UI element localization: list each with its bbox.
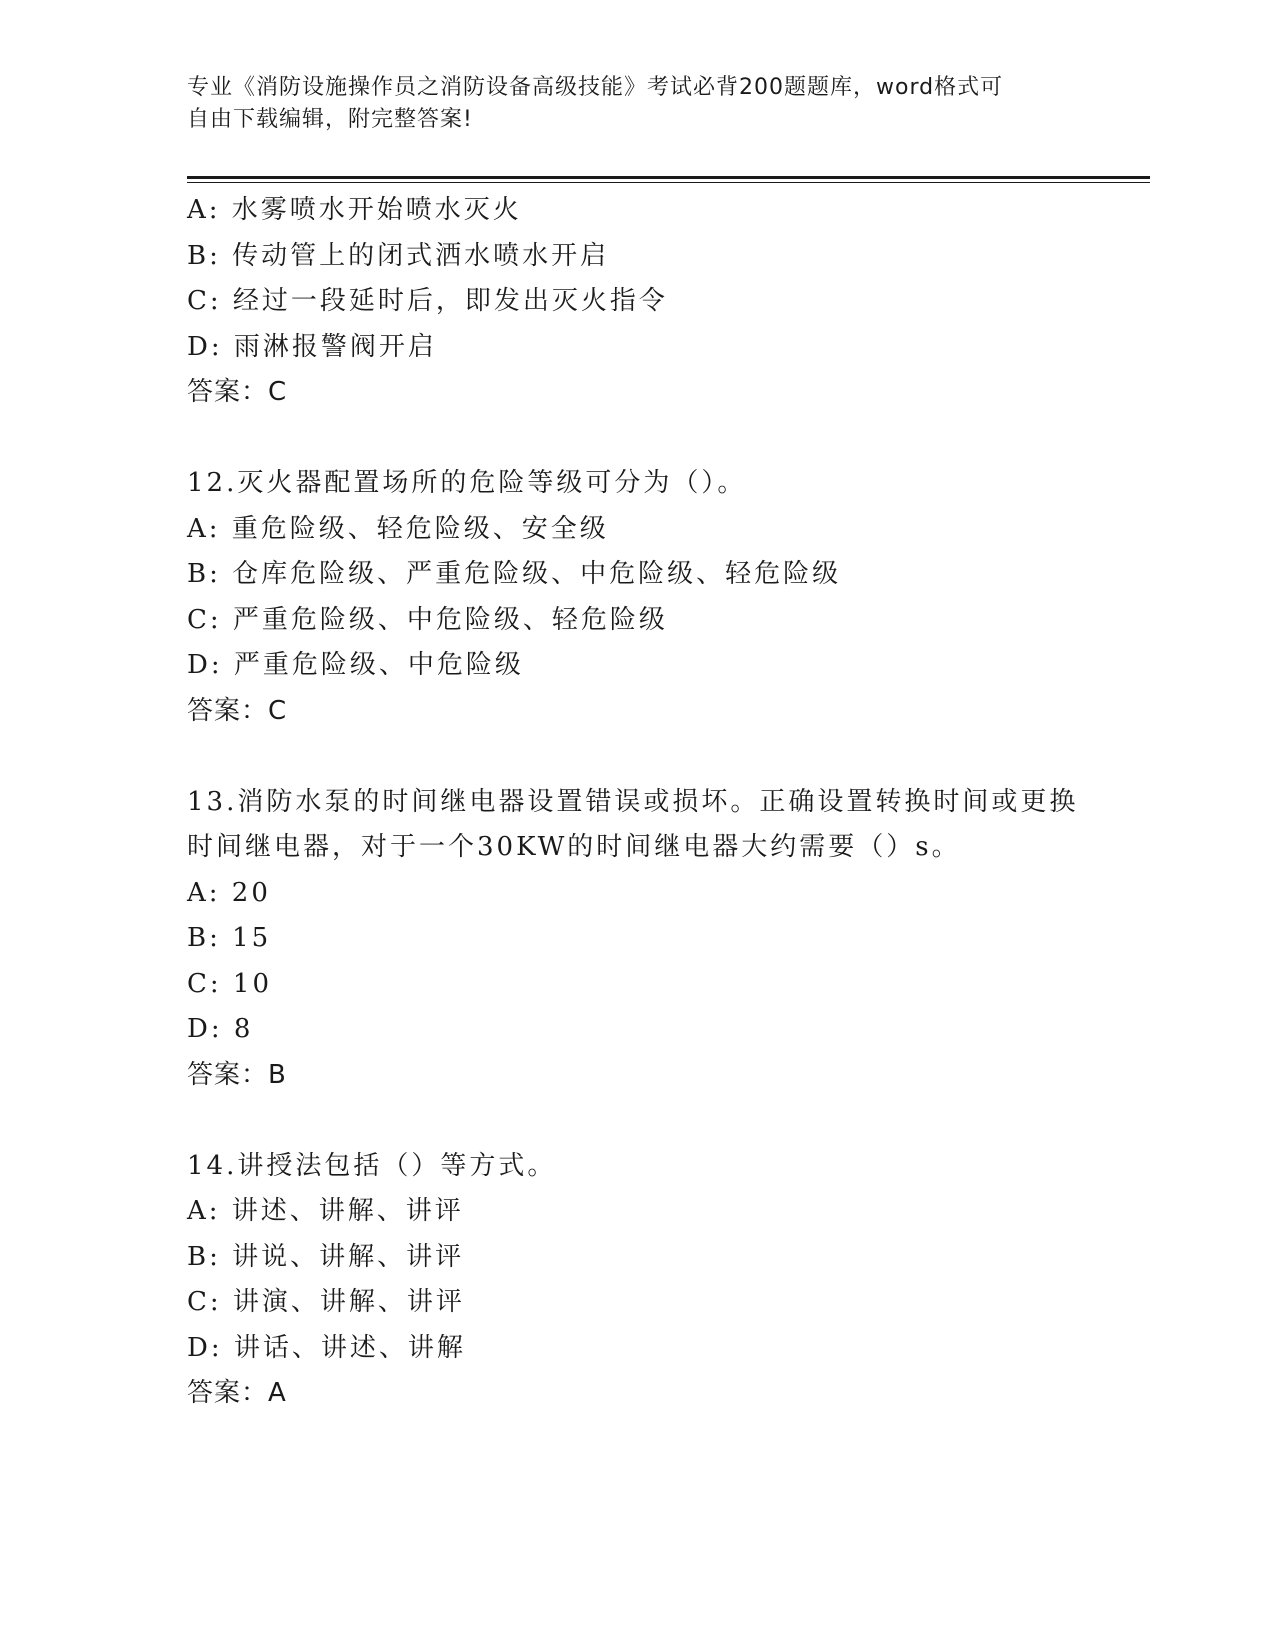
- option-a: A: 水雾喷水开始喷水灭火: [187, 195, 522, 225]
- option-a: A: 讲述、讲解、讲评: [187, 1196, 464, 1226]
- option-c: C: 10: [187, 968, 273, 999]
- question-14: [187, 1144, 1147, 1417]
- answer: 答案：C: [187, 377, 288, 407]
- option-c: C: 讲演、讲解、讲评: [187, 1287, 465, 1317]
- question-stem: 12.灭火器配置场所的危险等级可分为（）。: [187, 468, 747, 498]
- question-list: [187, 188, 1147, 1417]
- option-c: C: 经过一段延时后，即发出灭火指令: [187, 286, 668, 316]
- question-stem-line-2: 时间继电器，对于一个30KW的时间继电器大约需要（）s。: [187, 832, 961, 862]
- option-c: C: 严重危险级、中危险级、轻危险级: [187, 604, 668, 635]
- option-b: B: 15: [187, 923, 272, 953]
- question-13: [187, 780, 1147, 1099]
- option-d: D: 雨淋报警阀开启: [187, 331, 437, 362]
- question-stem-line-1: 13.消防水泵的时间继电器设置错误或损坏。正确设置转换时间或更换: [187, 786, 1079, 817]
- answer: 答案：C: [187, 695, 288, 726]
- option-b: B: 讲说、讲解、讲评: [187, 1241, 465, 1272]
- answer: 答案：B: [187, 1059, 287, 1090]
- header-line-2: 自由下载编辑，附完整答案!: [187, 107, 473, 132]
- header-divider-thin: [187, 182, 1150, 183]
- option-a: A: 20: [187, 877, 271, 908]
- option-b: B: 仓库危险级、严重危险级、中危险级、轻危险级: [187, 559, 842, 589]
- option-d: D: 讲话、讲述、讲解: [187, 1332, 466, 1363]
- document-header: [187, 72, 1087, 136]
- option-d: D: 8: [187, 1014, 254, 1044]
- question-12: [187, 461, 1147, 734]
- option-b: B: 传动管上的闭式洒水喷水开启: [187, 240, 610, 271]
- header-line-1: 专业《消防设施操作员之消防设备高级技能》考试必背200题题库，word格式可: [187, 75, 1004, 100]
- option-a: A: 重危险级、轻危险级、安全级: [187, 513, 609, 544]
- question-11: [187, 188, 1147, 416]
- question-stem: 14.讲授法包括（）等方式。: [187, 1150, 557, 1181]
- header-divider-thick: [187, 176, 1150, 179]
- option-d: D: 严重危险级、中危险级: [187, 650, 524, 680]
- answer: 答案：A: [187, 1378, 287, 1408]
